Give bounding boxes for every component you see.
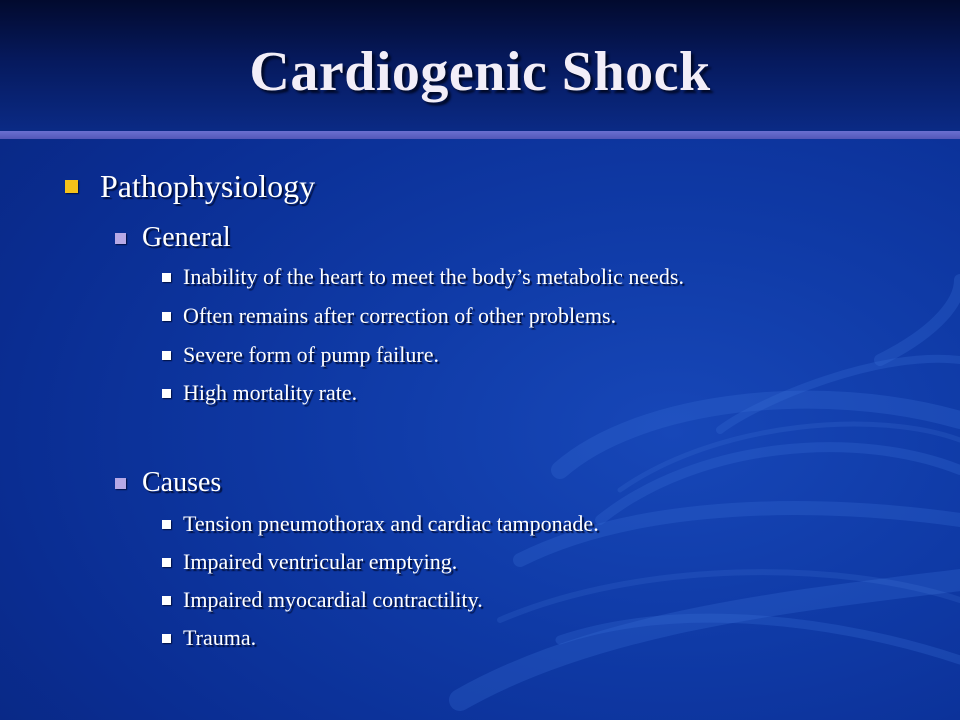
bullet-general-item <box>162 380 357 406</box>
square-bullet-icon <box>162 389 171 398</box>
bullet-text: Causes <box>142 467 222 498</box>
bullet-causes <box>115 467 221 499</box>
bullet-text: Impaired ventricular emptying. <box>183 549 458 574</box>
bullet-text: Inability of the heart to meet the body’s metabolic needs. <box>183 264 684 289</box>
bullet-text: Impaired myocardial contractility. <box>183 587 483 612</box>
square-bullet-icon <box>162 558 171 567</box>
bullet-general-item <box>162 264 684 290</box>
bullet-text: Tension pneumothorax and cardiac tamponade. <box>183 511 599 536</box>
bullet-text: Trauma. <box>183 625 257 650</box>
square-bullet-icon <box>162 520 171 529</box>
square-bullet-icon <box>162 351 171 360</box>
bullet-general <box>115 222 231 254</box>
bullet-causes-item <box>162 549 457 575</box>
square-bullet-icon <box>162 596 171 605</box>
slide-title: Cardiogenic Shock <box>249 41 711 103</box>
square-bullet-icon <box>65 180 78 193</box>
header-rule <box>0 131 960 139</box>
bullet-causes-item <box>162 511 599 537</box>
square-bullet-icon <box>162 312 171 321</box>
bullet-text: General <box>142 222 231 253</box>
bullet-general-item <box>162 303 616 329</box>
bullet-causes-item <box>162 587 483 613</box>
square-bullet-icon <box>115 478 126 489</box>
bullet-general-item <box>162 342 439 368</box>
bullet-text: Pathophysiology <box>100 168 316 204</box>
bullet-text: Often remains after correction of other problems. <box>183 303 617 328</box>
bullet-pathophysiology <box>65 168 315 205</box>
square-bullet-icon <box>162 273 171 282</box>
bullet-text: High mortality rate. <box>183 380 358 405</box>
bullet-causes-item <box>162 625 256 651</box>
bullet-text: Severe form of pump failure. <box>183 342 439 367</box>
square-bullet-icon <box>162 634 171 643</box>
square-bullet-icon <box>115 233 126 244</box>
